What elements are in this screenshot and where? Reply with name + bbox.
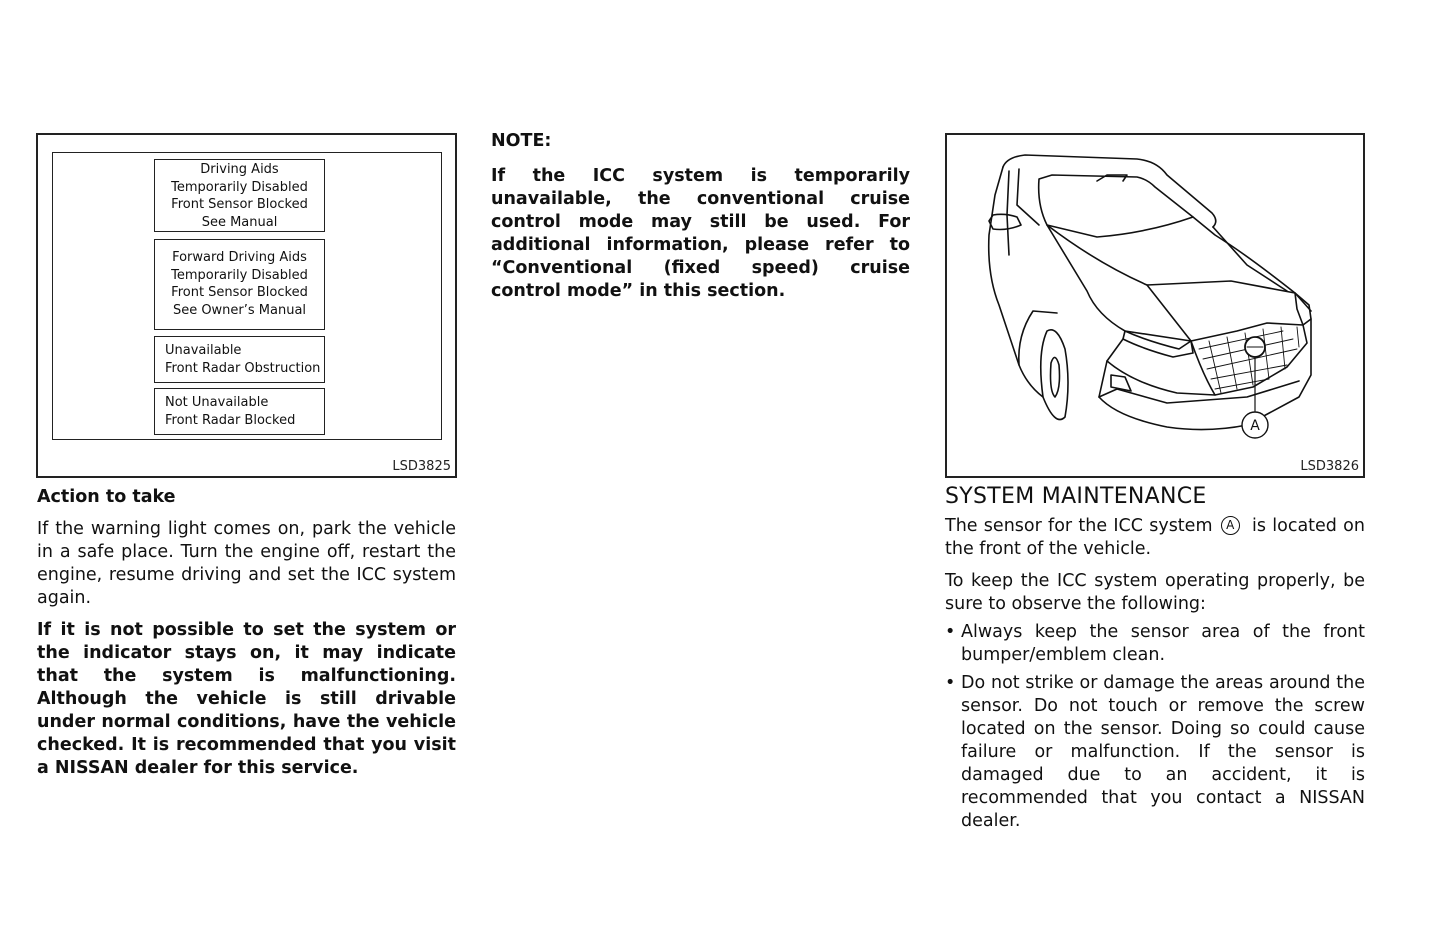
note-text: If the ICC system is temporarily unavailable, the conventional cruise control mode may still be used. For additional information, please refer to “Conventional (fixed speed) cruise control mode” in this section. bbox=[491, 166, 910, 301]
message-box-2: Forward Driving Aids Temporarily Disabled Front Sensor Blocked See Owner’s Manual bbox=[154, 239, 325, 330]
right-column bbox=[945, 485, 1365, 833]
car-illustration bbox=[947, 135, 1363, 455]
sensor-location-paragraph: The sensor for the ICC system A is located on the front of the vehicle. bbox=[945, 516, 1365, 559]
action-paragraph: If the warning light comes on, park the vehicle in a safe place. Turn the engine off, restart the engine, resume driving and set the ICC system again. bbox=[37, 519, 456, 608]
message-box-3: Unavailable Front Radar Obstruction bbox=[154, 336, 325, 383]
message-box-4: Not Unavailable Front Radar Blocked bbox=[154, 388, 325, 435]
warning-messages-figure bbox=[36, 133, 457, 478]
middle-column bbox=[491, 130, 910, 303]
display-panel bbox=[52, 152, 442, 440]
maintenance-intro: To keep the ICC system operating properly, be sure to observe the following: bbox=[945, 571, 1365, 614]
callout-a-icon: A bbox=[1221, 516, 1240, 535]
bullet-item: • Do not strike or damage the areas around the sensor. Do not touch or remove the screw located on the sensor. Doing so could cause failure or malfunction. If the sensor is damaged due to an accident, it is recommended that you contact a NISSAN dealer. bbox=[945, 672, 1365, 833]
left-column bbox=[37, 486, 456, 780]
malfunction-paragraph: If it is not possible to set the system or the indicator stays on, it may indicate that the system is malfunctioning. Although the vehicle is still drivable under normal conditions, have the vehicle checked. It is recommended that you visit a NISSAN dealer for this service. bbox=[37, 620, 456, 778]
message-box-1: Driving Aids Temporarily Disabled Front Sensor Blocked See Manual bbox=[154, 159, 325, 232]
bullet-item: • Always keep the sensor area of the front bumper/emblem clean. bbox=[945, 621, 1365, 667]
action-heading: Action to take bbox=[37, 487, 176, 507]
callout-label: A bbox=[1250, 418, 1260, 434]
figure-id: LSD3825 bbox=[392, 459, 451, 474]
figure-id: LSD3826 bbox=[1300, 459, 1359, 474]
car-sensor-figure bbox=[945, 133, 1365, 478]
note-label: NOTE: bbox=[491, 131, 552, 151]
section-heading: SYSTEM MAINTENANCE bbox=[945, 484, 1207, 509]
